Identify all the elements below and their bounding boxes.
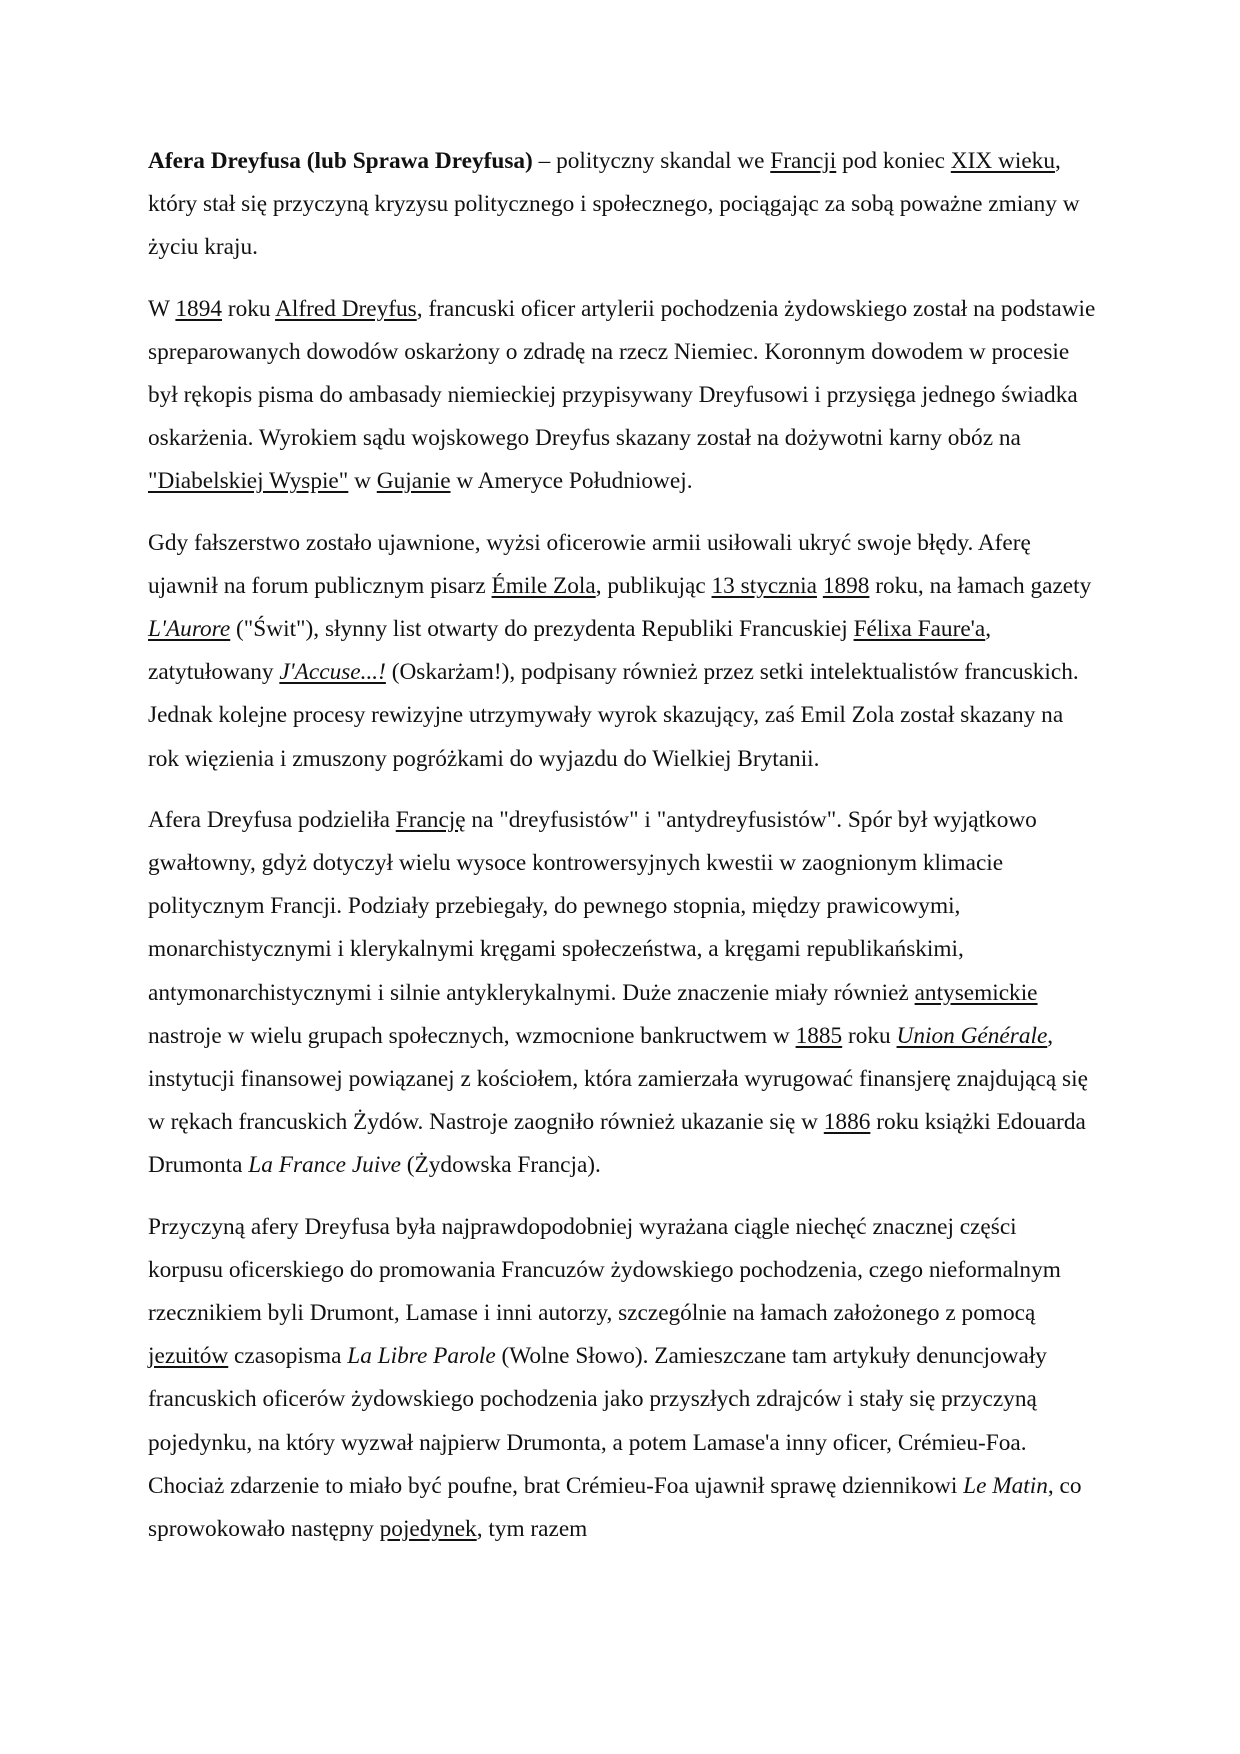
text-run: La Libre Parole (347, 1343, 496, 1370)
text-run: w (348, 468, 377, 495)
hyperlink[interactable]: L'Aurore (148, 616, 231, 643)
hyperlink[interactable]: XIX wieku (950, 148, 1055, 174)
text-run: roku, na łamach gazety (869, 572, 1092, 599)
text-run: Gdy fałszerstwo zostało ujawnione, wyżsi oficerowie armii usiłowali ukryć swoje błędy. Aferę ujawnił na forum publicznym pisarz (148, 529, 1031, 599)
text-run: – polityczny skandal we (532, 148, 771, 174)
text-run: , zatytułowany (148, 616, 992, 686)
paragraph (148, 140, 1096, 270)
hyperlink[interactable]: J'Accuse...! (279, 659, 386, 686)
text-run: , co sprowokowało następny (148, 1472, 1082, 1543)
hyperlink[interactable]: 1894 (175, 295, 222, 322)
hyperlink[interactable]: Émile Zola (491, 572, 596, 599)
hyperlink[interactable]: Francji (770, 148, 837, 174)
hyperlink[interactable]: 1898 (822, 572, 870, 599)
text-run: , francuski oficer artylerii pochodzenia żydowskiego został na podstawie spreparowanych dowodów oskarżony o zdradę na rzecz Niemiec. Koronnym dowodem w procesie był rękopis pisma do ambasady niemieckiej przypisywany Dreyfusowi i przysięga jednego świadka oskarżenia. Wyrokiem sądu wojskowego Dreyfus skazany został na dożywotni karny obóz na (148, 295, 1096, 452)
text-run: nastroje w wielu grupach społecznych, wzmocnione bankructwem w (148, 1022, 796, 1049)
hyperlink[interactable]: Union Générale (896, 1022, 1048, 1049)
text-run: , publikując (595, 572, 712, 599)
hyperlink[interactable]: Gujanie (376, 468, 451, 495)
text-run: (Wolne Słowo). Zamieszczane tam artykuły denuncjowały francuskich oficerów żydowskiego pochodzenia jako przyszłych zdrajców i stały się przyczyną pojedynku, na który wyzwał najpierw Drumonta, a potem Lamase'a inny oficer, Crémieu-Foa. Chociaż zdarzenie to miało być poufne, brat Crémieu-Foa ujawnił sprawę dziennikowi (148, 1343, 1047, 1499)
text-run: , który stał się przyczyną kryzysu politycznego i społecznego, pociągając za sobą poważne zmiany w życiu kraju. (148, 148, 1080, 261)
text-run: roku (842, 1022, 897, 1049)
text-run: Afera Dreyfusa podzieliła (148, 806, 396, 833)
paragraph (148, 1206, 1096, 1552)
text-run: W (148, 295, 176, 322)
text-run: Przyczyną afery Dreyfusa była najprawdopodobniej wyrażana ciągle niechęć znacznej części korpusu oficerskiego do promowania Francuzów żydowskiego pochodzenia, czego nieformalnym rzecznikiem byli Drumont, Lamase i inni autorzy, szczególnie na łamach założonego z pomocą (148, 1213, 1061, 1327)
text-run: Le Matin (963, 1472, 1048, 1499)
hyperlink[interactable]: Félixa Faure'a (853, 616, 986, 643)
hyperlink[interactable]: 13 stycznia (711, 572, 817, 599)
hyperlink[interactable]: Francję (395, 806, 466, 833)
text-run: , tym razem (476, 1516, 588, 1543)
text-run: ("Świt"), słynny list otwarty do prezydenta Republiki Francuskiej (230, 616, 854, 643)
text-run: czasopisma (228, 1343, 348, 1370)
paragraph (148, 522, 1096, 781)
paragraph (148, 799, 1096, 1188)
text-run: (Oskarżam!), podpisany również przez setki intelektualistów francuskich. Jednak kolejne procesy rewizyjne utrzymywały wyrok skazujący, zaś Emil Zola został skazany na rok więzienia i zmuszony pogróżkami do wyjazdu do Wielkiej Brytanii. (148, 659, 1079, 772)
text-run: Afera Dreyfusa (lub Sprawa Dreyfusa) (148, 148, 533, 174)
text-run: roku (222, 295, 276, 322)
text-run: w Ameryce Południowej. (450, 468, 693, 495)
text-run: roku książki Edouarda Drumonta (148, 1109, 1086, 1179)
paragraph (148, 288, 1096, 504)
document-page (148, 140, 1096, 1569)
hyperlink[interactable]: antysemickie (914, 979, 1038, 1006)
hyperlink[interactable]: pojedynek (379, 1516, 477, 1543)
hyperlink[interactable]: Alfred Dreyfus (275, 295, 417, 322)
hyperlink[interactable]: 1886 (823, 1109, 871, 1136)
text-run: , instytucji finansowej powiązanej z kościołem, która zamierzała wyrugować finansjerę znajdującą się w rękach francuskich Żydów. Nastroje zaogniło również ukazanie się w (148, 1022, 1088, 1136)
hyperlink[interactable]: "Diabelskiej Wyspie" (148, 468, 349, 495)
text-run: na "dreyfusistów" i "antydreyfusistów". Spór był wyjątkowo gwałtowny, gdyż dotyczył wielu wysoce kontrowersyjnych kwestii w zaognionym klimacie politycznym Francji. Podziały przebiegały, do pewnego stopnia, między prawicowymi, monarchistycznymi i klerykalnymi kręgami społeczeństwa, a kręgami republikańskimi, antymonarchistycznymi i silnie antyklerykalnymi. Duże znaczenie miały również (148, 806, 1037, 1006)
text-run: (Żydowska Francja). (400, 1152, 601, 1179)
text-run: pod koniec (836, 148, 951, 174)
document-body (148, 140, 1096, 1551)
text-run: La France Juive (248, 1152, 401, 1179)
hyperlink[interactable]: 1885 (795, 1022, 843, 1049)
hyperlink[interactable]: jezuitów (148, 1343, 229, 1370)
